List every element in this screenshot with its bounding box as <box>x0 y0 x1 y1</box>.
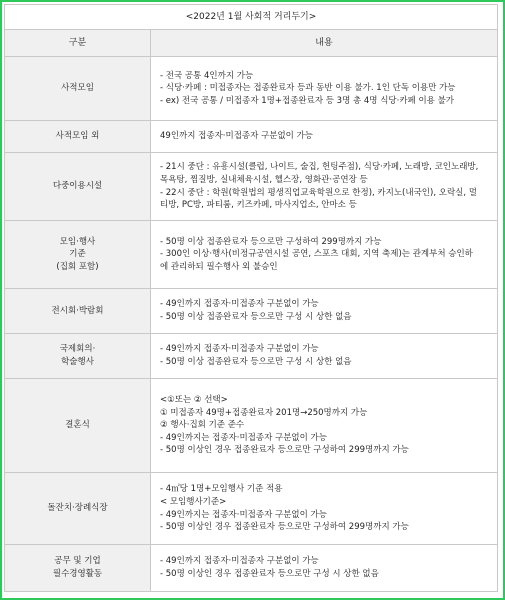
row-content <box>151 57 498 121</box>
header-row <box>5 30 498 57</box>
content-line: - 4㎡당 1명+모임행사 기준 적용 <box>160 484 283 495</box>
category-line: 전시회·박람회 <box>51 305 104 316</box>
row-content <box>151 153 498 221</box>
table-row <box>5 545 498 592</box>
table-row <box>5 379 498 473</box>
category-line: 학술행사 <box>61 357 94 367</box>
table-row <box>5 121 498 153</box>
content-line: 목욕탕, 찜질방, 실내체육시설, 헬스장, 영화관·공연장 등 <box>160 174 368 185</box>
category-line: 필수경영활동 <box>52 569 103 579</box>
content-line: - 50명 이상인 경우 접종완료자 등으로만 구성 시 상한 없음 <box>160 569 379 579</box>
category-line: 다중이용시설 <box>52 181 103 192</box>
content-line: - 49인까지 접종자·미접종자 구분없이 가능 <box>160 299 319 310</box>
content-line: 티방, PC방, 파티룸, 키즈카페, 마사지업소, 안마소 등 <box>160 200 357 211</box>
title-row <box>5 5 498 30</box>
category-line: 사적모임 외 <box>55 131 100 142</box>
content-line: - 전국 공통 4인까지 가능 <box>160 70 254 81</box>
content-line: - 21시 중단 : 유흥시설(클럽, 나이트, 술집, 헌팅주점), 식당·카페, 노래방, 코인노래방, <box>160 162 479 173</box>
row-category <box>5 289 151 334</box>
table-row <box>5 57 498 121</box>
social-distancing-table <box>4 4 498 592</box>
category-line: (집회 포함) <box>56 261 99 272</box>
content-line: - 50명 이상 접종완료자 등으로만 구성 시 상한 없음 <box>160 357 352 367</box>
row-category <box>5 121 151 153</box>
content-line: - 49인까지는 접종자·미접종자 구분없이 가능 <box>160 432 327 443</box>
content-line: - 22시 중단 : 학원(학원법의 평생직업교육학원으로 한정), 카지노(내국인), 오락실, 멀 <box>160 187 477 198</box>
category-line: 돌잔치·장례식장 <box>47 503 108 514</box>
content-line: - 50명 이상인 경우 접종완료자 등으로만 구성하여 299명까지 가능 <box>160 522 409 533</box>
content-line: 에 관리하되 필수행사 외 불승인 <box>160 261 278 272</box>
category-line: 모임·행사 <box>59 236 96 247</box>
category-line: 공무 및 기업 <box>54 556 101 567</box>
content-line: - 49인까지는 접종자·미접종자 구분없이 가능 <box>160 509 327 520</box>
category-line: 국제회의· <box>59 344 96 355</box>
row-content <box>151 221 498 289</box>
table-row <box>5 473 498 545</box>
row-category <box>5 545 151 592</box>
row-content <box>151 473 498 545</box>
row-content <box>151 121 498 153</box>
content-line: - 49인까지 접종자·미접종자 구분없이 가능 <box>160 556 319 567</box>
content-line: - 49인까지 접종자·미접종자 구분없이 가능 <box>160 344 319 355</box>
content-line: - 50명 이상 접종완료자 등으로만 구성하여 299명까지 가능 <box>160 236 382 247</box>
category-line: 사적모임 <box>61 83 94 94</box>
content-line: - 식당·카페 : 미접종자는 접종완료자 등과 동반 이용 불가. 1인 단독 이용만 가능 <box>160 83 456 94</box>
row-category <box>5 57 151 121</box>
table-row <box>5 289 498 334</box>
content-line: ① 미접종자 49명+접종완료자 201명→250명까지 가능 <box>160 407 368 418</box>
content-line: - 50명 이상 접종완료자 등으로만 구성 시 상한 없음 <box>160 312 352 322</box>
row-category <box>5 334 151 379</box>
content-line: 49인까지 접종자·미접종자 구분없이 가능 <box>160 131 314 142</box>
row-category <box>5 221 151 289</box>
row-content <box>151 334 498 379</box>
table-title: <2022년 1월 사회적 거리두기> <box>5 5 498 30</box>
row-content <box>151 379 498 473</box>
row-content <box>151 289 498 334</box>
content-line: ② 행사·집회 기준 준수 <box>160 420 245 431</box>
header-category: 구분 <box>5 30 151 57</box>
table-row <box>5 153 498 221</box>
content-line: - 300인 이상·행사(비정규공연시설 공연, 스포츠 대회, 지역 축제)는 관계부처 승인하 <box>160 249 473 260</box>
row-category <box>5 379 151 473</box>
row-category <box>5 473 151 545</box>
content-line: - ex) 전국 공통 / 미접종자 1명+접종완료자 등 3명 총 4명 식당·카페 이용 불가 <box>160 95 455 106</box>
table-row <box>5 221 498 289</box>
header-content: 내용 <box>151 30 498 57</box>
content-line: < 모임행사기준> <box>160 496 227 507</box>
content-line: - 50명 이상인 경우 접종완료자 등으로만 구성하여 299명까지 가능 <box>160 445 409 456</box>
table-row <box>5 334 498 379</box>
content-line: <①또는 ② 선택> <box>160 395 228 406</box>
row-category <box>5 153 151 221</box>
category-line: 결혼식 <box>65 420 90 431</box>
row-content <box>151 545 498 592</box>
category-line: 기준 <box>69 249 86 260</box>
